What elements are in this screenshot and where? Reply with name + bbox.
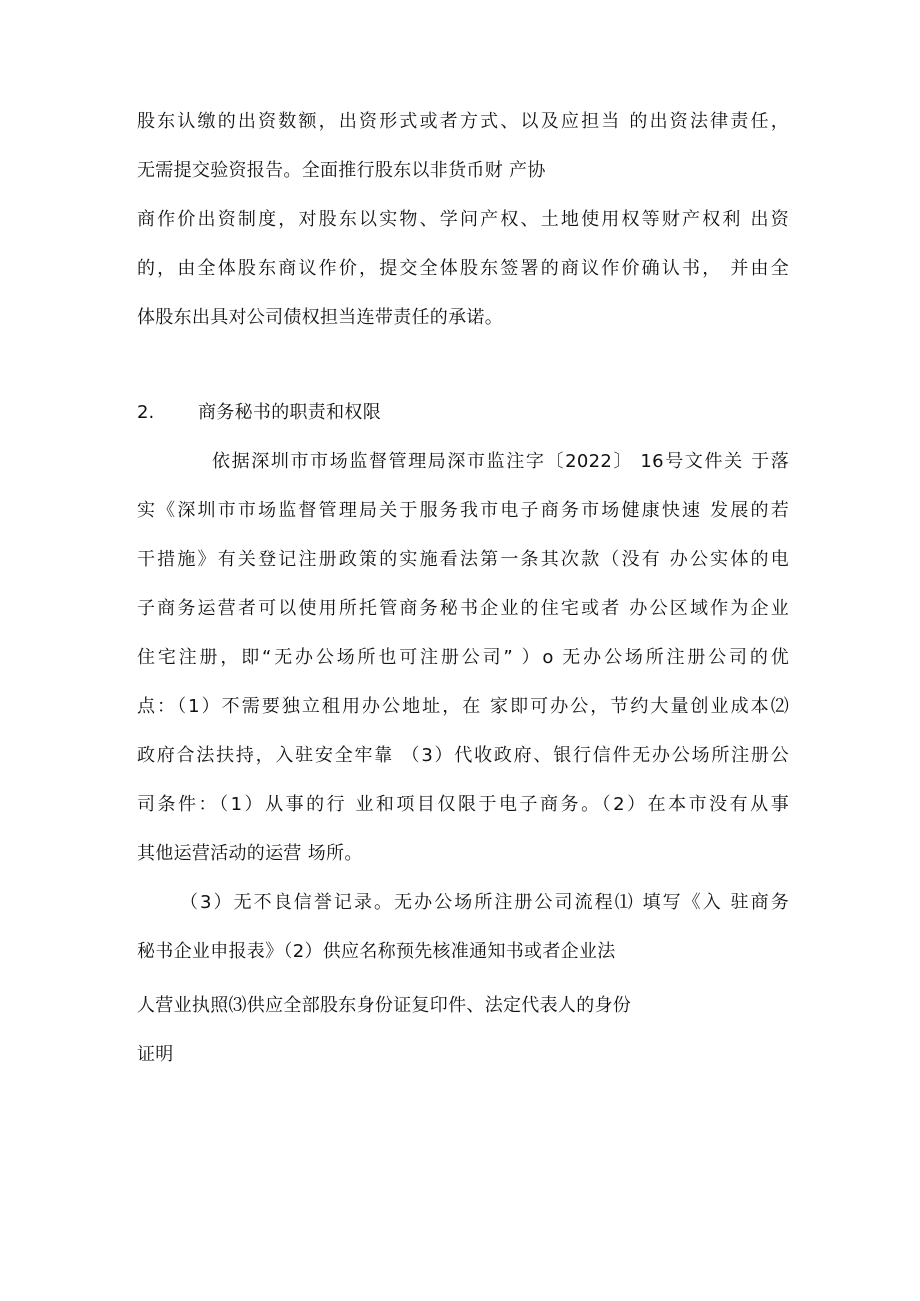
paragraph3-line-3: 人营业执照⑶供应全部股东身份证复印件、法定代表人的身份 <box>137 995 632 1016</box>
paragraph2-line-1: 依据深圳市市场监督管理局深市监注字〔2022〕 16号文件关 于落 <box>212 451 789 472</box>
paragraph3-line-4: 证明 <box>137 1044 174 1065</box>
paragraph2-line-8: 司条件：（1）从事的行 业和项目仅限于电子商务。（2）在本市没有从事 <box>137 794 789 815</box>
paragraph2-line-2: 实《深圳市市场监督管理局关于服务我市电子商务市场健康快速 发展的若 <box>137 500 789 521</box>
section-number: 2. <box>137 402 155 423</box>
paragraph2-line-9: 其他运营活动的运营 场所。 <box>137 843 363 864</box>
paragraph2-line-6: 点：（1）不需要独立租用办公地址，在 家即可办公，节约大量创业成本⑵ <box>137 696 789 717</box>
paragraph2-line-4: 子商务运营者可以使用所托管商务秘书企业的住宅或者 办公区域作为企业 <box>137 598 789 619</box>
paragraph1-line-4: 的，由全体股东商议作价，提交全体股东签署的商议作价确认书， 并由全 <box>137 258 789 279</box>
paragraph1-line-5: 体股东出具对公司债权担当连带责任的承诺。 <box>137 307 503 328</box>
paragraph2-line-7: 政府合法扶持，入驻安全牢靠 （3）代收政府、银行信件无办公场所注册公 <box>137 745 789 766</box>
paragraph1-line-3: 商作价出资制度，对股东以实物、学问产权、土地使用权等财产权利 出资 <box>137 209 789 230</box>
paragraph2-line-3: 干措施》有关登记注册政策的实施看法第一条其次款（没有 办公实体的电 <box>137 549 789 570</box>
section-title: 商务秘书的职责和权限 <box>198 402 381 423</box>
paragraph2-line-5: 住宅注册，即“无办公场所也可注册公司” ）o 无办公场所注册公司的优 <box>137 647 789 668</box>
paragraph1-line-2: 无需提交验资报告。全面推行股东以非货币财 产协 <box>137 160 546 181</box>
paragraph1-line-1: 股东认缴的出资数额，出资形式或者方式、以及应担当 的出资法律责任， <box>137 111 789 132</box>
paragraph3-line-2: 秘书企业申报表》（2）供应名称预先核准通知书或者企业法 <box>137 941 616 962</box>
paragraph3-line-1: （3）无不良信誉记录。无办公场所注册公司流程⑴ 填写《入 驻商务 <box>180 892 789 913</box>
